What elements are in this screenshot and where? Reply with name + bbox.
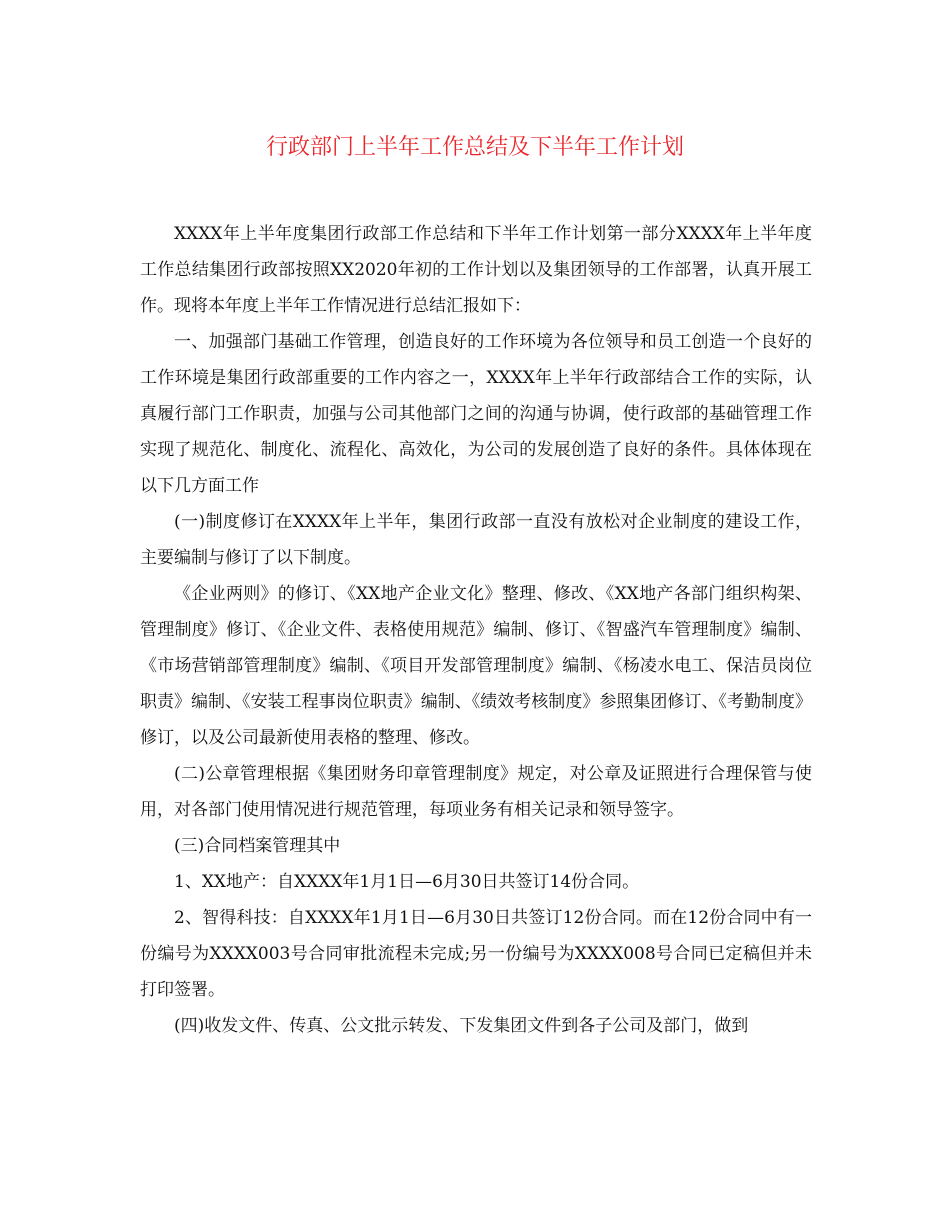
- document-title: 行政部门上半年工作总结及下半年工作计划: [265, 135, 684, 160]
- paragraph-intro: XXXX年上半年度集团行政部工作总结和下半年工作计划第一部分XXXX年上半年度工作总结集团行政部按照XX2020年初的工作计划以及集团领导的工作部署，认真开展工作。现将本年度上半年工作情况进行总结汇报如下：: [140, 224, 812, 316]
- paragraph-seal-management: (二)公章管理根据《集团财务印章管理制度》规定，对公章及证照进行合理保管与使用，对各部门使用情况进行规范管理，每项业务有相关记录和领导签字。: [140, 764, 812, 820]
- paragraph-contract-archive: (三)合同档案管理其中: [174, 836, 341, 856]
- paragraph-contract-item-2: 2、智得科技：自XXXX年1月1日—6月30日共签订12份合同。而在12份合同中有一份编号为XXXX003号合同审批流程未完成;另一份编号为XXXX008号合同已定稿但并未打印签署。: [140, 908, 812, 1000]
- paragraph-document-dispatch: (四)收发文件、传真、公文批示转发、下发集团文件到各子公司及部门，做到: [174, 1016, 749, 1036]
- document-body: [140, 216, 812, 1044]
- paragraph-contract-item-1: 1、XX地产：自XXXX年1月1日—6月30日共签订14份合同。: [174, 872, 640, 892]
- paragraph-section-1: 一、加强部门基础工作管理，创造良好的工作环境为各位领导和员工创造一个良好的工作环境是集团行政部重要的工作内容之一，XXXX年上半年行政部结合工作的实际，认真履行部门工作职责，加强与公司其他部门之间的沟通与协调，使行政部的基础管理工作实现了规范化、制度化、流程化、高效化，为公司的发展创造了良好的条件。具体体现在以下几方面工作: [140, 332, 812, 496]
- paragraph-system-revision: (一)制度修订在XXXX年上半年，集团行政部一直没有放松对企业制度的建设工作，主要编制与修订了以下制度。: [140, 512, 812, 568]
- paragraph-revised-documents: 《企业两则》的修订、《XX地产企业文化》整理、修改、《XX地产各部门组织构架、管理制度》修订、《企业文件、表格使用规范》编制、修订、《智盛汽车管理制度》编制、《市场营销部管理制度》编制、《项目开发部管理制度》编制、《杨凌水电工、保洁员岗位职责》编制、《安装工程事岗位职责》编制、《绩效考核制度》参照集团修订、《考勤制度》修订，以及公司最新使用表格的整理、修改。: [140, 584, 812, 748]
